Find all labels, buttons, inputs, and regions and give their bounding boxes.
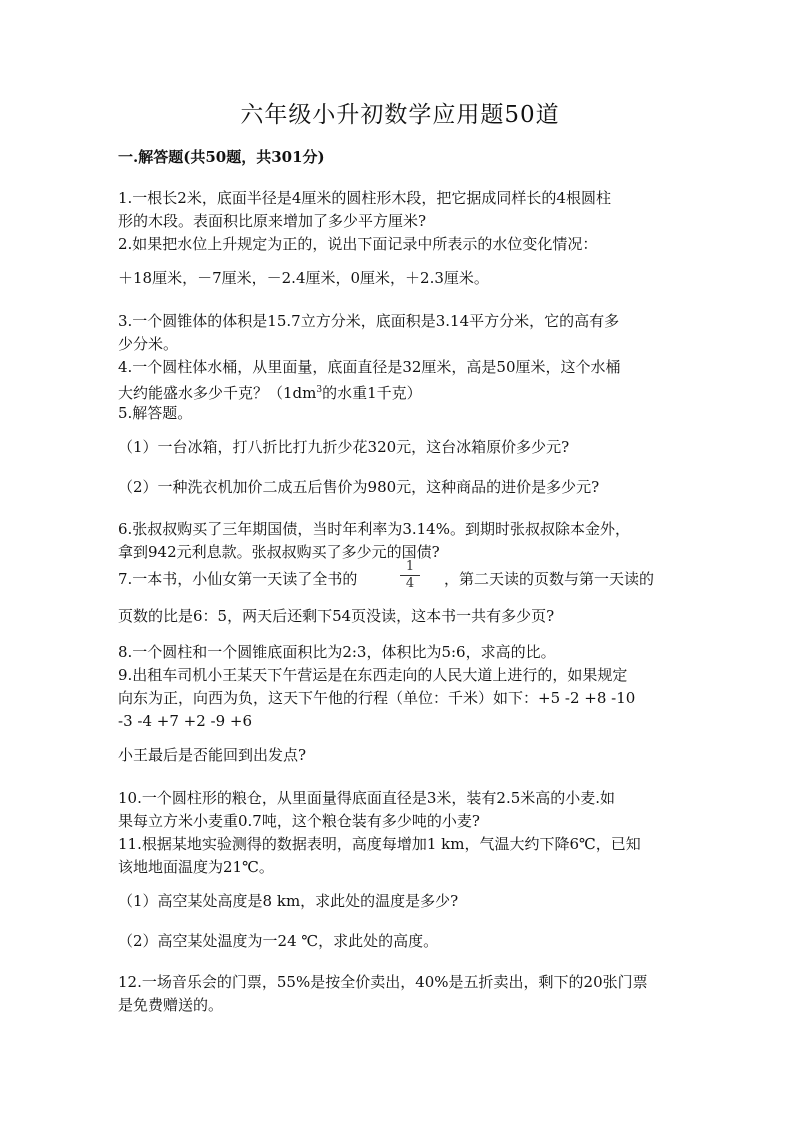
question-5-part-1: （1）一台冰箱，打八折比打九折少花320元，这台冰箱原价多少元? [118, 438, 570, 456]
section-heading: 一.解答题(共50题，共301分) [118, 148, 325, 166]
question-6-line-1: 6.张叔叔购买了三年期国债，当时年利率为3.14%。到期时张叔叔除本金外， [118, 520, 630, 538]
question-11-part-2: （2）高空某处温度为一24 ℃，求此处的高度。 [118, 932, 439, 950]
question-11-part-1: （1）高空某处高度是8 km，求此处的温度是多少? [118, 892, 459, 910]
question-9-line-2: 向东为正，向西为负，这天下午他的行程（单位：千米）如下：+5 -2 +8 -10 [118, 689, 636, 707]
question-3-line-2: 少分米。 [118, 335, 179, 353]
question-9-line-4: 小王最后是否能回到出发点? [118, 746, 307, 764]
question-7-line-1b: ，第二天读的页数与第一天读的 [444, 570, 655, 588]
question-9-line-1: 9.出租车司机小王某天下午营运是在东西走向的人民大道上进行的，如果规定 [118, 666, 628, 684]
question-4-line-2 [118, 380, 422, 403]
question-4-line-1: 4.一个圆柱体水桶，从里面量，底面直径是32厘米，高是50厘米，这个水桶 [118, 358, 621, 376]
question-4-text-a: 大约能盛水多少千克？（1dm [118, 384, 317, 402]
question-7-line-2: 页数的比是6：5，两天后还剩下54页没读，这本书一共有多少页? [118, 607, 555, 625]
page-title: 六年级小升初数学应用题50道 [240, 102, 560, 128]
question-1-line-1: 1.一根长2米，底面半径是4厘米的圆柱形木段，把它据成同样长的4根圆柱 [118, 189, 611, 207]
question-10-line-2: 果每立方米小麦重0.7吨，这个粮仓装有多少吨的小麦? [118, 812, 480, 830]
fraction-denominator: 4 [405, 576, 415, 591]
question-5-part-2: （2）一种洗衣机加价二成五后售价为980元，这种商品的进价是多少元? [118, 478, 600, 496]
question-4-superscript: 3 [316, 385, 323, 395]
question-8: 8.一个圆柱和一个圆锥底面积比为2:3，体积比为5:6，求高的比。 [118, 643, 556, 661]
question-4-text-b: 的水重1千克） [322, 384, 422, 402]
question-3-line-1: 3.一个圆锥体的体积是15.7立方分米，底面积是3.14平方分米，它的高有多 [118, 312, 620, 330]
question-1-line-2: 形的木段。表面积比原来增加了多少平方厘米? [118, 212, 427, 230]
question-2-line-1: 2.如果把水位上升规定为正的，说出下面记录中所表示的水位变化情况： [118, 235, 598, 253]
fraction-one-quarter [400, 560, 420, 591]
question-12-line-2: 是免费赠送的。 [118, 996, 224, 1014]
question-12-line-1: 12.一场音乐会的门票，55%是按全价卖出，40%是五折卖出，剩下的20张门票 [118, 973, 648, 991]
question-10-line-1: 10.一个圆柱形的粮仓，从里面量得底面直径是3米，装有2.5米高的小麦.如 [118, 789, 616, 807]
question-2-line-2: ＋18厘米，－7厘米，－2.4厘米，0厘米，＋2.3厘米。 [118, 269, 489, 287]
question-11-line-1: 11.根据某地实验测得的数据表明，高度每增加1 km，气温大约下降6℃，已知 [118, 835, 641, 853]
question-7-line-1a: 7.一本书，小仙女第一天读了全书的 [118, 570, 358, 588]
question-5-heading: 5.解答题。 [118, 404, 193, 422]
fraction-numerator: 1 [400, 560, 420, 576]
question-9-line-3: -3 -4 +7 +2 -9 +6 [118, 712, 253, 730]
question-6-line-2: 拿到942元利息款。张叔叔购买了多少元的国债? [118, 543, 440, 561]
question-11-line-2: 该地地面温度为21℃。 [118, 858, 274, 876]
